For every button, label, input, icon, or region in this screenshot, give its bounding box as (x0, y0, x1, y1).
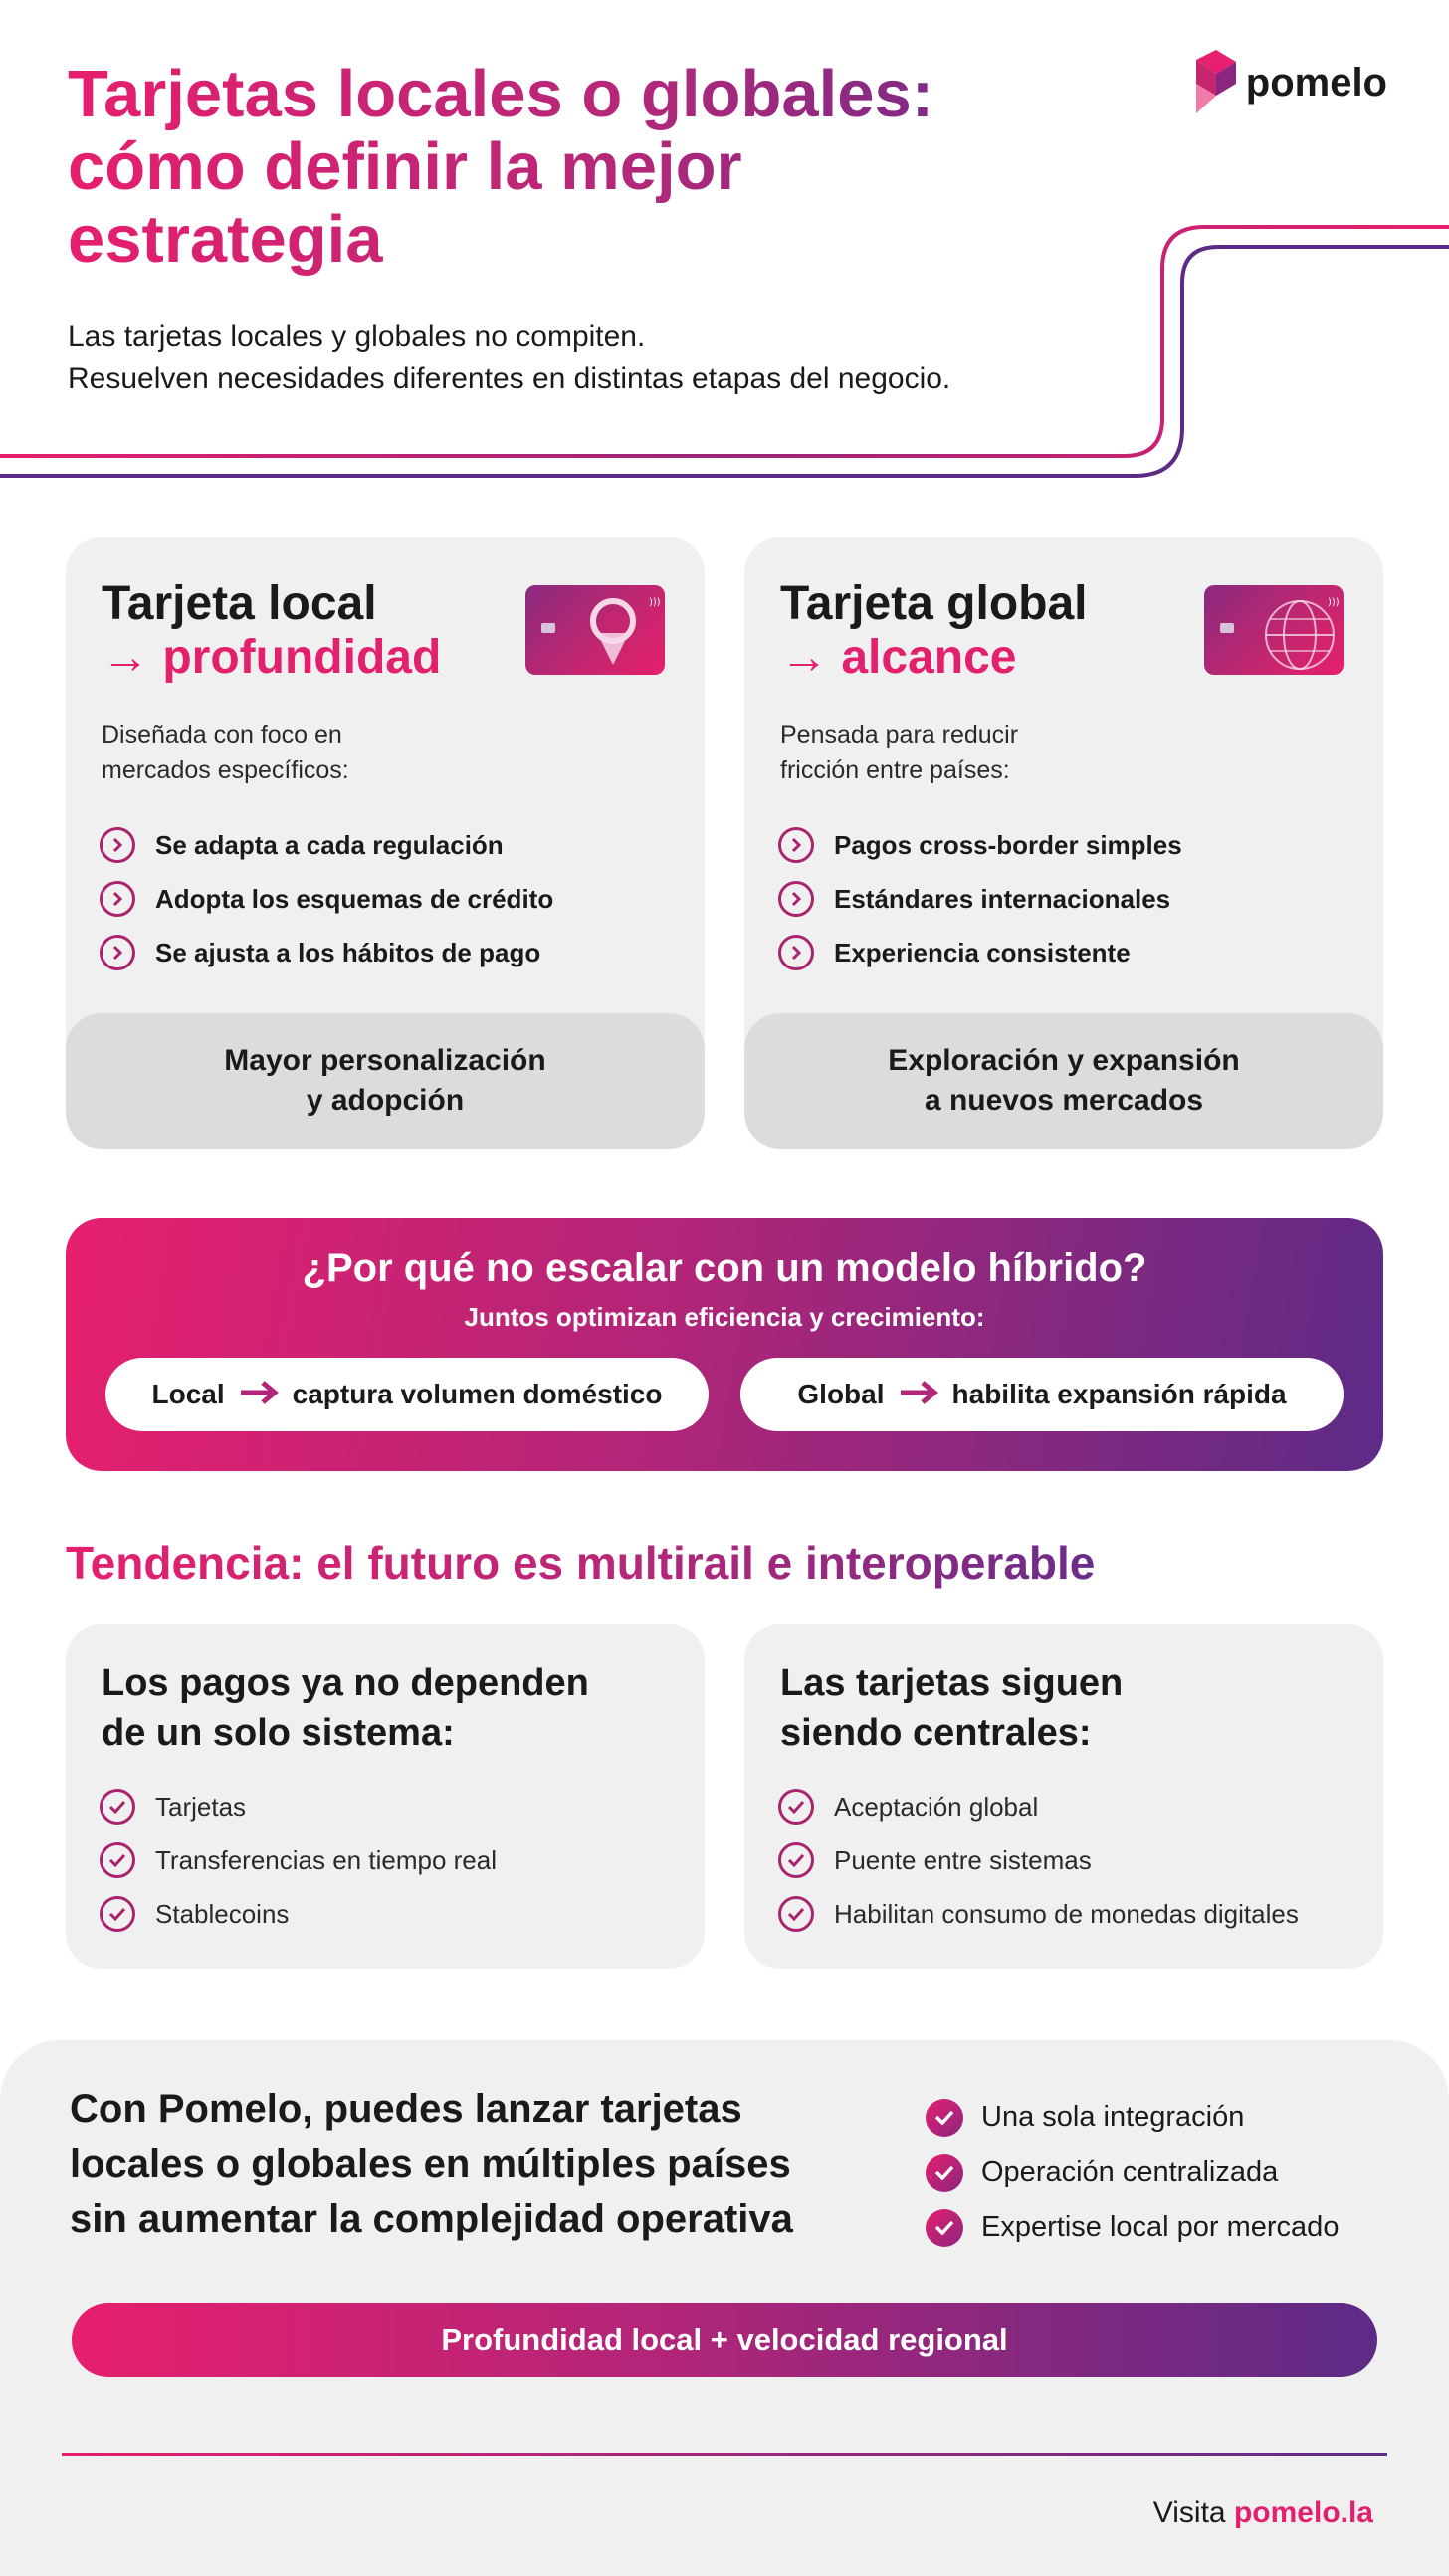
title-line: de un solo sistema: (102, 1712, 455, 1754)
hybrid-subtitle: Juntos optimizan eficiencia y crecimiento: (464, 1302, 985, 1332)
list-item-label: Una sola integración (981, 2101, 1245, 2133)
card-subtitle: → alcance (780, 631, 1017, 684)
list-item-label: Transferencias en tiempo real (155, 1844, 497, 1875)
title-line: cómo definir la mejor (68, 129, 742, 204)
chevron-right-icon (778, 827, 814, 863)
title-line: Las tarjetas siguen (780, 1662, 1124, 1704)
svg-text:))): ))) (649, 597, 661, 608)
list-item (778, 818, 1182, 872)
trend-card-title (102, 1658, 589, 1758)
list-item-label: Operación centralizada (981, 2156, 1279, 2188)
card-title: Tarjeta local (102, 577, 377, 630)
desc-line: Diseñada con foco en (102, 721, 342, 749)
local-card (66, 537, 705, 1149)
card-footer (66, 1013, 705, 1149)
list-item-label: Puente entre sistemas (834, 1844, 1092, 1875)
footer-line: y adopción (306, 1084, 465, 1117)
list-item-label: Se ajusta a los hábitos de pago (155, 937, 541, 967)
list-item (100, 872, 553, 926)
check-circle-icon (778, 1789, 814, 1825)
visit-label: Visita (1152, 2496, 1226, 2529)
footer-line: a nuevos mercados (924, 1084, 1204, 1117)
visit-line (1153, 2496, 1373, 2530)
list-item-label: Habilitan consumo de monedas digitales (834, 1898, 1299, 1929)
location-pin-card-icon (525, 585, 665, 675)
footer-line: Exploración y expansión (888, 1044, 1240, 1077)
title-line: siendo centrales: (780, 1712, 1092, 1754)
card-footer (744, 1013, 1383, 1149)
benefits-list (926, 2090, 1339, 2254)
chevron-right-icon (778, 881, 814, 917)
global-card (744, 537, 1383, 1149)
chevron-right-icon (100, 935, 135, 970)
pill-label: Global (797, 1379, 885, 1409)
chevron-right-icon (100, 881, 135, 917)
list-item-label: Experiencia consistente (834, 937, 1131, 967)
subtitle-line: Resuelven necesidades diferentes en distintas etapas del negocio. (68, 362, 951, 395)
list-item (778, 926, 1182, 979)
card-description (780, 717, 1138, 788)
list-item (926, 2200, 1339, 2254)
list-item (778, 1780, 1299, 1833)
local-pill (105, 1358, 709, 1431)
list-item-label: Adopta los esquemas de crédito (155, 883, 554, 914)
list-item (926, 2145, 1339, 2200)
list-item (778, 1833, 1299, 1887)
check-circle-icon (926, 2154, 963, 2192)
list-item (100, 1780, 497, 1833)
pomelo-logo[interactable] (1192, 50, 1387, 115)
check-circle-icon (100, 1789, 135, 1825)
arrow-right-icon (239, 1376, 279, 1414)
pill-value: captura volumen doméstico (292, 1379, 663, 1409)
title-line: estrategia (68, 202, 383, 277)
svg-text:))): ))) (1328, 597, 1340, 608)
list-item (100, 926, 553, 979)
statement-line: Con Pomelo, puedes lanzar tarjetas (70, 2087, 742, 2131)
desc-line: fricción entre países: (780, 756, 1010, 784)
divider (62, 2453, 1387, 2456)
list-item (778, 1887, 1299, 1941)
desc-line: mercados específicos: (102, 756, 349, 784)
page-subtitle (68, 317, 1142, 400)
trend-list (778, 1780, 1299, 1941)
trend-card-title (780, 1658, 1123, 1758)
pomelo-logo-icon (1192, 50, 1238, 115)
list-item (100, 1833, 497, 1887)
footer-line: Mayor personalización (224, 1044, 546, 1077)
bottom-panel (0, 2040, 1449, 2576)
pill-value: habilita expansión rápida (951, 1379, 1287, 1409)
logo-text: pomelo (1245, 60, 1387, 105)
trend-card-systems (66, 1624, 705, 1969)
list-item (100, 1887, 497, 1941)
title-line: Tarjetas locales o globales: (68, 57, 934, 131)
feature-list (778, 818, 1182, 979)
list-item-label: Aceptación global (834, 1791, 1039, 1822)
page-title (68, 58, 1063, 276)
check-circle-icon (926, 2099, 963, 2137)
trend-list (100, 1780, 497, 1941)
list-item-label: Se adapta a cada regulación (155, 829, 504, 860)
desc-line: Pensada para reducir (780, 721, 1019, 749)
hybrid-title: ¿Por qué no escalar con un modelo híbrido? (302, 1246, 1147, 1290)
statement-line: sin aumentar la complejidad operativa (70, 2197, 793, 2241)
card-header (780, 577, 1088, 685)
check-circle-icon (100, 1842, 135, 1878)
subtitle-line: Las tarjetas locales y globales no compiten. (68, 321, 646, 353)
statement-line: locales o globales en múltiples países (70, 2142, 791, 2186)
card-description (102, 717, 460, 788)
globe-card-icon (1204, 585, 1344, 675)
list-item (926, 2090, 1339, 2145)
global-pill (740, 1358, 1344, 1431)
trend-card-cards (744, 1624, 1383, 1969)
website-link[interactable]: pomelo.la (1233, 2496, 1373, 2529)
list-item-label: Tarjetas (155, 1791, 247, 1822)
list-item-label: Stablecoins (155, 1898, 290, 1929)
check-circle-icon (100, 1896, 135, 1932)
card-header (102, 577, 441, 685)
card-title: Tarjeta global (780, 577, 1088, 630)
trend-heading: Tendencia: el futuro es multirail e interoperable (66, 1533, 1095, 1593)
chevron-right-icon (778, 935, 814, 970)
feature-list (100, 818, 553, 979)
list-item-label: Expertise local por mercado (981, 2211, 1340, 2243)
check-circle-icon (926, 2209, 963, 2247)
list-item-label: Pagos cross-border simples (834, 829, 1182, 860)
cta-banner: Profundidad local + velocidad regional (72, 2303, 1377, 2377)
arrow-right-icon (899, 1376, 938, 1414)
check-circle-icon (778, 1842, 814, 1878)
list-item-label: Estándares internacionales (834, 883, 1171, 914)
hybrid-banner (66, 1218, 1383, 1471)
chevron-right-icon (100, 827, 135, 863)
bottom-statement (70, 2082, 793, 2247)
title-line: Los pagos ya no dependen (102, 1662, 589, 1704)
list-item (778, 872, 1182, 926)
list-item (100, 818, 553, 872)
pill-label: Local (151, 1379, 225, 1409)
check-circle-icon (778, 1896, 814, 1932)
card-subtitle: → profundidad (102, 631, 442, 684)
